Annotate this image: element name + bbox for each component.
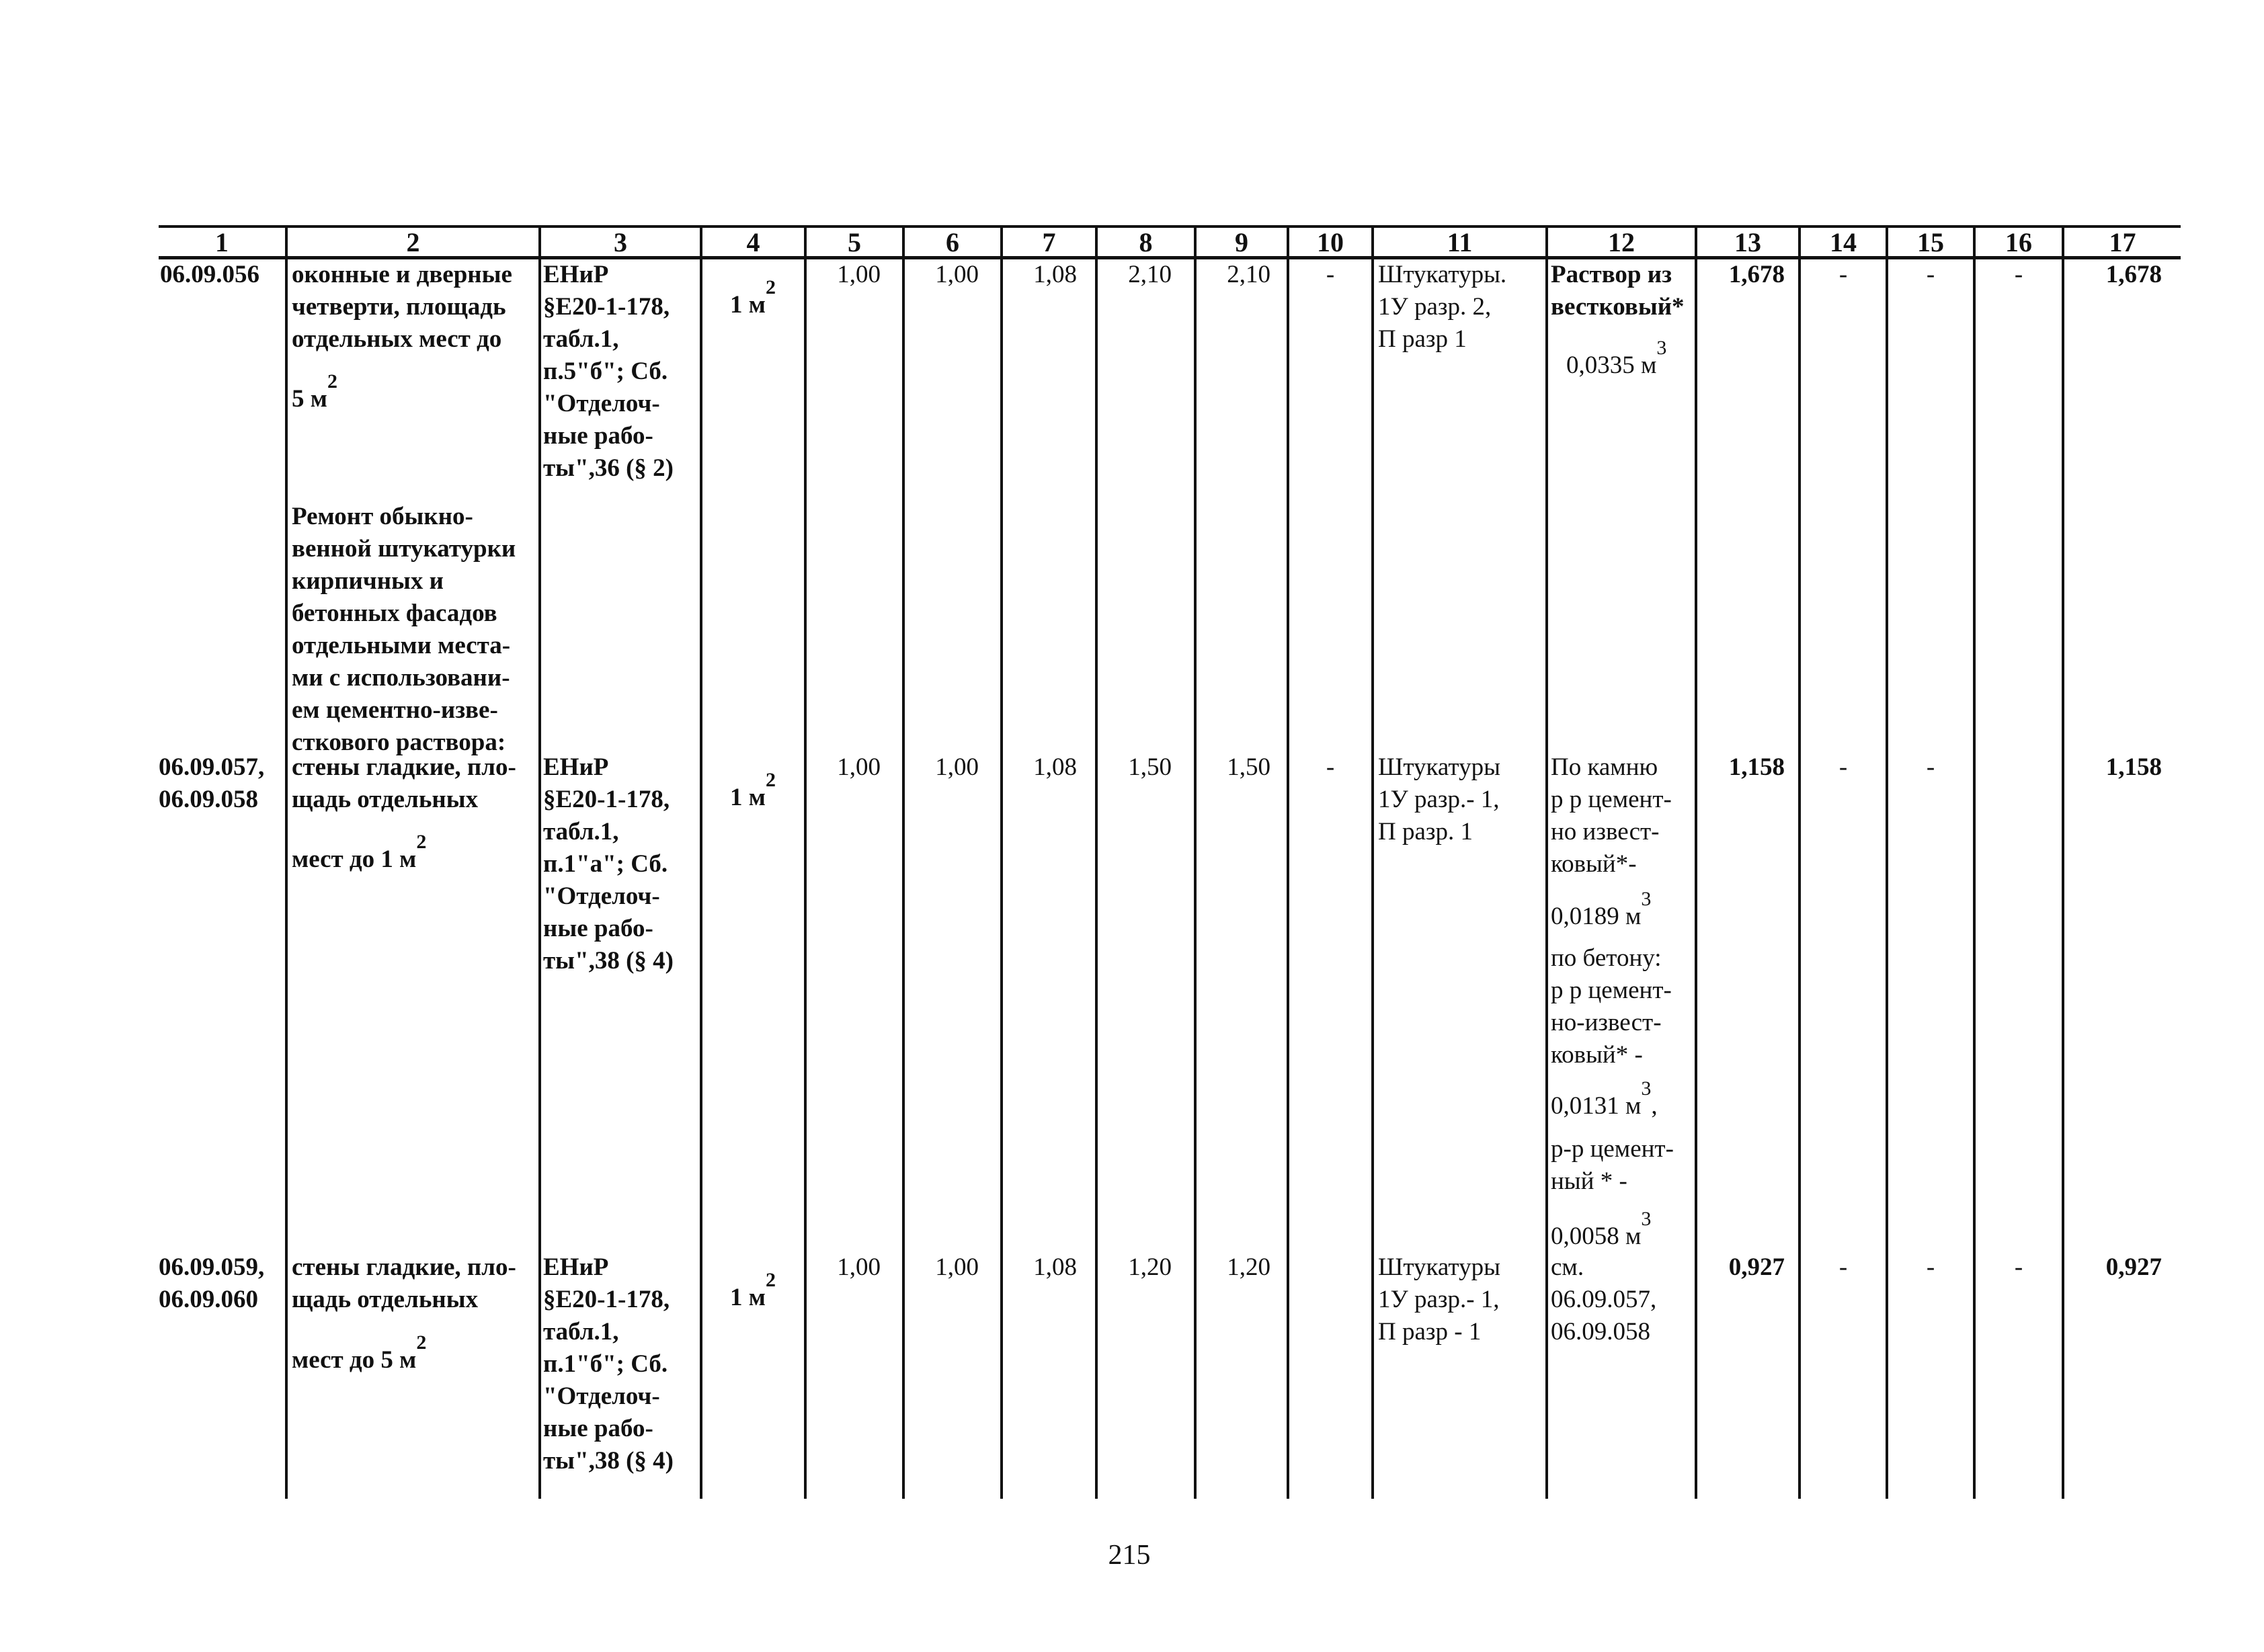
value-cell: 1,00 <box>837 261 881 288</box>
value-cell: - <box>1326 753 1335 781</box>
materials-line <box>1551 1208 1652 1254</box>
section-title-line: бетонных фасадов <box>292 600 497 627</box>
col-divider <box>1695 225 1697 1499</box>
col-divider <box>1194 225 1197 1499</box>
materials-line <box>1551 1077 1658 1124</box>
work-name-line <box>292 370 337 417</box>
basis-line: ные рабо- <box>543 1415 653 1442</box>
section-title-line: ем цементно-изве- <box>292 696 498 724</box>
value-cell: - <box>1926 753 1935 781</box>
col-divider <box>1886 225 1888 1499</box>
work-name-text: мест до 5 м <box>292 1346 417 1374</box>
value-cell: 1,00 <box>935 753 979 781</box>
row-code: 06.09.060 <box>159 1286 258 1313</box>
value-cell: - <box>1926 1253 1935 1281</box>
basis-line: п.1"а"; Сб. <box>543 850 668 878</box>
row-code: 06.09.059, <box>159 1253 265 1281</box>
work-name-line: отдельных мест до <box>292 325 502 353</box>
header-cell: 7 <box>1042 227 1056 257</box>
section-title-line: венной штукатурки <box>292 535 516 563</box>
basis-line: табл.1, <box>543 818 619 845</box>
materials-line: р р цемент- <box>1551 786 1672 813</box>
workers-line: Штукатуры. <box>1378 261 1507 288</box>
workers-line: Штукатуры <box>1378 1253 1500 1281</box>
value-cell: - <box>1926 261 1935 288</box>
materials-line: но извест- <box>1551 818 1660 845</box>
materials-text: 0,0335 м <box>1566 352 1657 379</box>
col-divider <box>1000 225 1003 1499</box>
work-name-line: стены гладкие, пло- <box>292 1253 516 1281</box>
basis-line: табл.1, <box>543 1318 619 1346</box>
work-name-text: мест до 1 м <box>292 845 417 873</box>
header-cell: 13 <box>1734 227 1761 257</box>
header-cell: 10 <box>1317 227 1344 257</box>
workers-line: 1У разр.- 1, <box>1378 786 1500 813</box>
work-name-line <box>292 831 427 877</box>
header-cell: 17 <box>2109 227 2136 257</box>
value-cell: 1,20 <box>1227 1253 1270 1281</box>
superscript: 2 <box>416 1331 427 1354</box>
col-divider <box>1287 225 1289 1499</box>
materials-line: По камню <box>1551 753 1658 781</box>
section-title-line: кирпичных и <box>292 567 444 595</box>
value-cell: - <box>1838 753 1848 781</box>
section-title-line: ми с использовани- <box>292 664 510 692</box>
superscript: 3 <box>1656 337 1667 359</box>
basis-line: ные рабо- <box>543 915 653 942</box>
superscript: 2 <box>765 1269 776 1291</box>
superscript: 3 <box>1641 888 1652 910</box>
materials-line: по бетону: <box>1551 944 1662 972</box>
materials-line: 06.09.058 <box>1551 1318 1650 1346</box>
value-cell: 1,158 <box>1728 753 1785 781</box>
work-name-line: оконные и дверные <box>292 261 512 288</box>
materials-line <box>1566 337 1667 383</box>
row-code: 06.09.056 <box>160 261 259 288</box>
header-cell: 15 <box>1917 227 1944 257</box>
workers-line: П разр 1 <box>1378 325 1467 353</box>
value-cell: 1,08 <box>1033 261 1077 288</box>
header-cell: 16 <box>2005 227 2032 257</box>
value-cell: 1,00 <box>837 1253 881 1281</box>
basis-line: ты",38 (§ 4) <box>543 947 674 975</box>
workers-line: П разр. 1 <box>1378 818 1473 845</box>
header-cell: 8 <box>1139 227 1153 257</box>
section-title-line: Ремонт обыкно- <box>292 503 473 530</box>
basis-line: п.5"б"; Сб. <box>543 358 668 385</box>
value-cell: 0,927 <box>1728 1253 1785 1281</box>
basis-line: п.1"б"; Сб. <box>543 1350 668 1378</box>
header-cell: 14 <box>1830 227 1857 257</box>
materials-text: , <box>1651 1092 1658 1120</box>
basis-line: §Е20-1-178, <box>543 786 670 813</box>
value-cell: 1,678 <box>2105 261 2162 288</box>
basis-line: "Отделоч- <box>543 882 660 910</box>
superscript: 3 <box>1641 1208 1652 1230</box>
value-cell: - <box>1838 1253 1848 1281</box>
header-cell: 2 <box>406 227 420 257</box>
value-cell: 1,00 <box>935 1253 979 1281</box>
col-divider <box>285 225 288 1499</box>
header-cell: 5 <box>848 227 861 257</box>
basis-line: "Отделоч- <box>543 390 660 417</box>
value-cell: 1,158 <box>2105 753 2162 781</box>
superscript: 2 <box>765 276 776 298</box>
superscript: 2 <box>765 769 776 791</box>
value-cell: - <box>1838 261 1848 288</box>
section-title-line: сткового раствора: <box>292 729 506 756</box>
col-divider <box>538 225 541 1499</box>
work-name-line: щадь отдельных <box>292 786 479 813</box>
basis-line: ты",36 (§ 2) <box>543 454 674 482</box>
col-divider <box>700 225 702 1499</box>
header-cell: 4 <box>746 227 760 257</box>
header-cell: 12 <box>1608 227 1635 257</box>
page-number: 215 <box>1108 1540 1151 1571</box>
materials-line: 06.09.057, <box>1551 1286 1657 1313</box>
materials-text: 0,0131 м <box>1551 1092 1642 1120</box>
materials-line: ковый* - <box>1551 1041 1643 1069</box>
value-cell: 2,10 <box>1227 261 1270 288</box>
value-cell: 1,678 <box>1728 261 1785 288</box>
value-cell: 1,08 <box>1033 753 1077 781</box>
superscript: 2 <box>416 831 427 853</box>
unit-cell <box>730 769 776 815</box>
unit-text: 1 м <box>730 784 766 811</box>
basis-line: ты",38 (§ 4) <box>543 1447 674 1475</box>
materials-line: но-извест- <box>1551 1009 1662 1036</box>
work-name-line: щадь отдельных <box>292 1286 479 1313</box>
header-cell: 3 <box>614 227 627 257</box>
unit-cell <box>730 276 776 323</box>
work-name-line: четверти, площадь <box>292 293 506 321</box>
value-cell: 1,50 <box>1227 753 1270 781</box>
materials-line: Раствор из <box>1551 261 1672 288</box>
header-cell: 6 <box>946 227 959 257</box>
materials-text: 0,0058 м <box>1551 1223 1642 1250</box>
col-divider <box>1371 225 1374 1499</box>
workers-line: П разр - 1 <box>1378 1318 1482 1346</box>
basis-line: ные рабо- <box>543 422 653 450</box>
materials-line: р р цемент- <box>1551 977 1672 1004</box>
value-cell: 1,08 <box>1033 1253 1077 1281</box>
col-divider <box>1545 225 1548 1499</box>
value-cell: 2,10 <box>1128 261 1172 288</box>
value-cell: 1,00 <box>837 753 881 781</box>
basis-line: ЕНиР <box>543 261 609 288</box>
header-cell: 11 <box>1447 227 1473 257</box>
materials-line <box>1551 888 1652 934</box>
value-cell: - <box>1326 261 1335 288</box>
work-name-line: стены гладкие, пло- <box>292 753 516 781</box>
materials-line: вестковый* <box>1551 293 1685 321</box>
basis-line: ЕНиР <box>543 753 609 781</box>
workers-line: 1У разр. 2, <box>1378 293 1492 321</box>
header-cell: 9 <box>1235 227 1248 257</box>
materials-line: см. <box>1551 1253 1584 1281</box>
col-divider <box>1973 225 1976 1499</box>
value-cell: - <box>2014 261 2023 288</box>
value-cell: - <box>2014 1253 2023 1281</box>
col-divider <box>804 225 807 1499</box>
value-cell: 1,00 <box>935 261 979 288</box>
work-name-text: 5 м <box>292 385 327 413</box>
basis-line: §Е20-1-178, <box>543 293 670 321</box>
basis-line: табл.1, <box>543 325 619 353</box>
materials-line: ный * - <box>1551 1167 1627 1195</box>
col-divider <box>2062 225 2064 1499</box>
col-divider <box>1095 225 1098 1499</box>
superscript: 2 <box>327 370 337 393</box>
basis-line: "Отделоч- <box>543 1382 660 1410</box>
value-cell: 1,20 <box>1128 1253 1172 1281</box>
value-cell: 0,927 <box>2105 1253 2162 1281</box>
work-name-line <box>292 1331 427 1378</box>
unit-cell <box>730 1269 776 1315</box>
unit-text: 1 м <box>730 291 766 319</box>
basis-line: ЕНиР <box>543 1253 609 1281</box>
col-divider <box>1798 225 1801 1499</box>
basis-line: §Е20-1-178, <box>543 1286 670 1313</box>
row-code: 06.09.058 <box>159 786 258 813</box>
workers-line: 1У разр.- 1, <box>1378 1286 1500 1313</box>
row-code: 06.09.057, <box>159 753 265 781</box>
materials-line: р-р цемент- <box>1551 1135 1674 1163</box>
col-divider <box>902 225 905 1499</box>
header-cell: 1 <box>215 227 229 257</box>
materials-text: 0,0189 м <box>1551 903 1642 930</box>
unit-text: 1 м <box>730 1284 766 1311</box>
section-title-line: отдельными места- <box>292 632 511 659</box>
superscript: 3 <box>1641 1077 1652 1100</box>
value-cell: 1,50 <box>1128 753 1172 781</box>
materials-line: ковый*- <box>1551 850 1637 878</box>
workers-line: Штукатуры <box>1378 753 1500 781</box>
